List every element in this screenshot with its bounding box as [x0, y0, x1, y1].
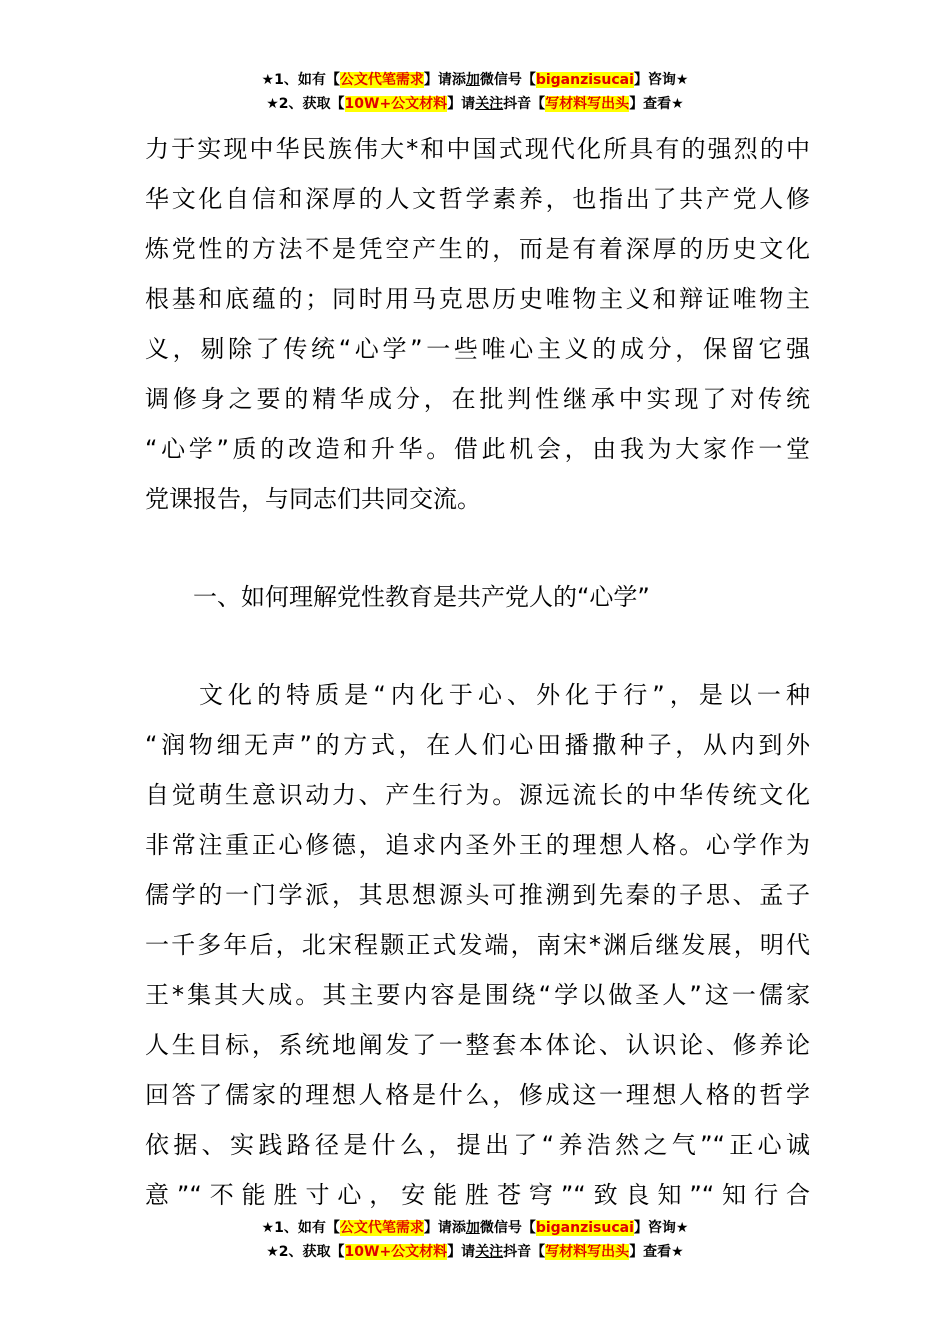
text-line: 义，剔除了传统“心学”一些唯心主义的成分，保留它强: [145, 335, 810, 363]
banner-text: 】请添: [423, 72, 466, 88]
banner-emphasis: 加: [465, 1220, 480, 1236]
banner-text: 抖音【: [503, 96, 546, 112]
banner-highlight: 公文代笔需求: [339, 72, 424, 88]
text-line: 力于实现中华民族伟大*和中国式现代化所具有的强烈的中: [145, 135, 810, 163]
text-line: 非常注重正心修德，追求内圣外王的理想人格。心学作为: [145, 831, 810, 859]
header-banner: [0, 68, 950, 116]
banner-text: ★2、获取【: [266, 1244, 345, 1260]
banner-highlight: 10W+公文材料: [344, 1244, 448, 1260]
banner-text: 抖音【: [503, 1244, 546, 1260]
paragraph-2: [145, 670, 810, 1220]
section-heading: 一、如何理解党性教育是共产党人的“心学”: [193, 583, 650, 611]
banner-text: 】查看★: [629, 96, 684, 112]
banner-highlight: 写材料写出头: [545, 96, 630, 112]
spacer: [145, 622, 810, 670]
banner-text: 】咨询★: [633, 72, 689, 88]
text-line: 回答了儒家的理想人格是什么，修成这一理想人格的哲学: [145, 1081, 810, 1109]
banner-line-1: [0, 68, 950, 92]
banner-line-2: [0, 92, 950, 116]
banner-text: ★1、如有【: [261, 1220, 340, 1236]
banner-highlight: biganzisucai: [535, 1220, 634, 1236]
text-line: “润物细无声”的方式，在人们心田播撒种子，从内到外: [145, 731, 810, 759]
banner-text: 微信号【: [479, 72, 536, 88]
text-line: 炼党性的方法不是凭空产生的，而是有着深厚的历史文化: [145, 235, 810, 263]
text-line: 调修身之要的精华成分，在批判性继承中实现了对传统: [145, 385, 810, 413]
banner-text: 】请: [447, 1244, 476, 1260]
text-line: 依据、实践路径是什么，提出了“养浩然之气”“正心诚: [145, 1131, 810, 1159]
spacer: [145, 524, 810, 572]
text-line: 文化的特质是“内化于心、外化于行”，是以一种: [199, 681, 810, 709]
banner-text: 】请添: [423, 1220, 466, 1236]
banner-emphasis: 关注: [475, 1244, 504, 1260]
text-line: 自觉萌生意识动力、产生行为。源远流长的中华传统文化: [145, 781, 810, 809]
text-line: “心学”质的改造和升华。借此机会，由我为大家作一堂: [145, 435, 810, 463]
banner-highlight: biganzisucai: [535, 72, 634, 88]
banner-text: ★1、如有【: [261, 72, 340, 88]
text-line: 华文化自信和深厚的人文哲学素养，也指出了共产党人修: [145, 185, 810, 213]
banner-text: 】咨询★: [633, 1220, 689, 1236]
banner-text: 】查看★: [629, 1244, 684, 1260]
banner-text: 】请: [447, 96, 476, 112]
banner-highlight: 10W+公文材料: [344, 96, 448, 112]
banner-emphasis: 加: [465, 72, 480, 88]
text-line: 王*集其大成。其主要内容是围绕“学以做圣人”这一儒家: [145, 981, 810, 1009]
banner-line-2: [0, 1240, 950, 1264]
banner-emphasis: 关注: [475, 96, 504, 112]
text-line: 党课报告，与同志们共同交流。: [145, 485, 481, 513]
text-line: 一千多年后，北宋程颢正式发端，南宋*渊后继发展，明代: [145, 931, 810, 959]
banner-text: ★2、获取【: [266, 96, 345, 112]
paragraph-1: [145, 124, 810, 524]
footer-banner: [0, 1216, 950, 1264]
text-line: 人生目标，系统地阐发了一整套本体论、认识论、修养论: [145, 1031, 810, 1059]
banner-highlight: 公文代笔需求: [339, 1220, 424, 1236]
text-line: 根基和底蕴的；同时用马克思历史唯物主义和辩证唯物主: [145, 285, 810, 313]
banner-text: 微信号【: [479, 1220, 536, 1236]
document-body: [145, 124, 810, 1220]
banner-highlight: 写材料写出头: [545, 1244, 630, 1260]
text-line: 儒学的一门学派，其思想源头可推溯到先秦的子思、孟子: [145, 881, 810, 909]
banner-line-1: [0, 1216, 950, 1240]
text-line: 意”“不能胜寸心，安能胜苍穹”“致良知”“知行合: [145, 1181, 810, 1209]
